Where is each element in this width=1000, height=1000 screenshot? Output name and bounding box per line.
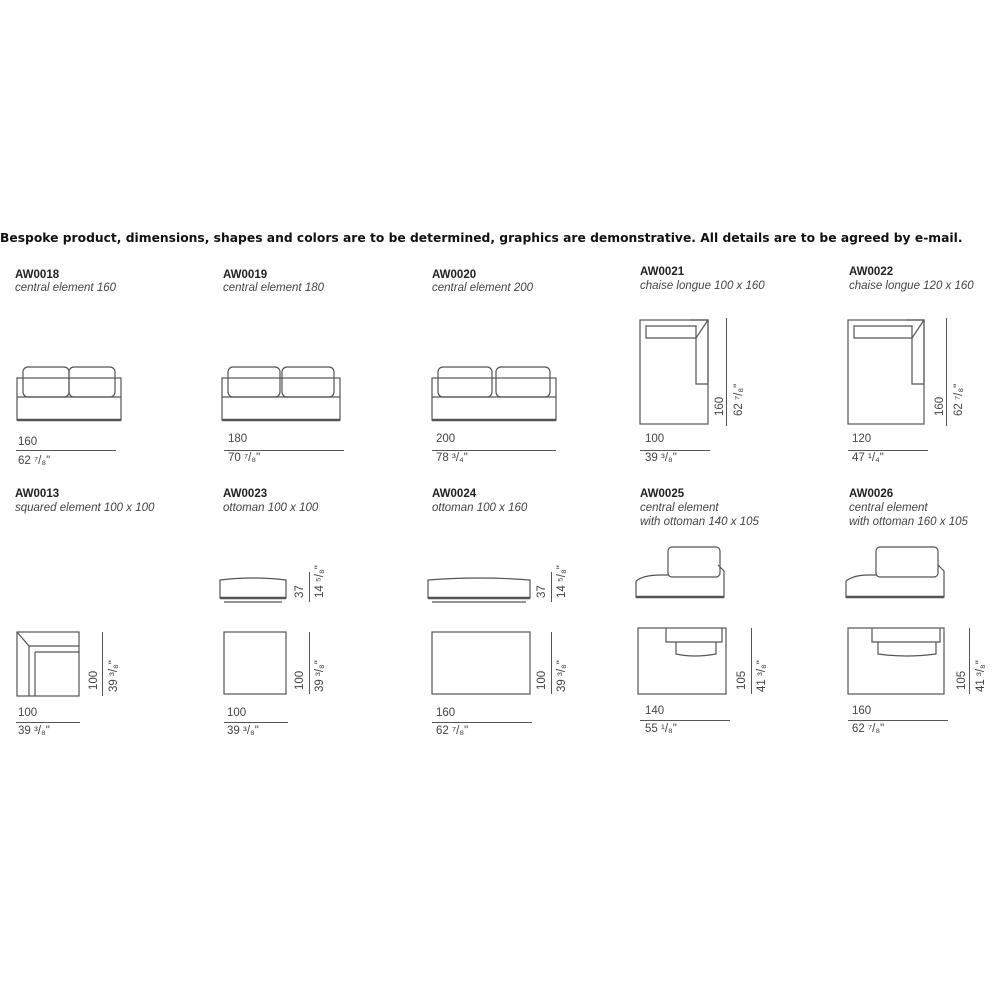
width-inches: 62 ⁷/₈" — [436, 725, 469, 737]
depth-inches: 62 ⁷/₈" — [733, 383, 745, 416]
depth-cm: 105 — [956, 670, 968, 690]
width-inches: 39 ³/₈" — [227, 725, 259, 737]
dimension-line — [848, 450, 928, 451]
dimension-line — [432, 450, 556, 451]
depth-inches: 39 ³/₈" — [108, 660, 120, 692]
depth-cm: 100 — [294, 670, 306, 690]
depth-cm: 100 — [536, 670, 548, 690]
height-inches: 14 ⁵/₈" — [556, 565, 568, 598]
dimension-line — [640, 450, 710, 451]
width-cm: 160 — [18, 436, 38, 448]
width-cm: 160 — [436, 707, 456, 719]
depth-inches: 39 ³/₈" — [314, 660, 326, 692]
width-inches: 62 ⁷/₈" — [852, 723, 885, 735]
item-code: AW0021 — [640, 266, 685, 278]
width-inches: 39 ³/₈" — [645, 452, 677, 464]
chaise-longue-top-view — [846, 318, 928, 428]
dimension-line — [640, 720, 730, 721]
width-inches: 62 ⁷/₈" — [18, 455, 51, 467]
item-code: AW0019 — [223, 269, 268, 281]
dimension-line-vertical — [751, 628, 752, 694]
dimension-line — [16, 722, 80, 723]
sofa-front-view — [844, 545, 948, 603]
depth-inches: 41 ³/₈" — [756, 660, 768, 692]
item-description-line2: with ottoman 160 x 105 — [849, 516, 968, 528]
item-code: AW0020 — [432, 269, 477, 281]
disclaimer-notice: Bespoke product, dimensions, shapes and colors are to be determined, graphics are demonstrative. All details are to be agreed by e-mail. — [0, 231, 963, 245]
height-cm: 37 — [536, 585, 548, 598]
item-description: chaise longue 100 x 160 — [640, 280, 765, 292]
ottoman-front-view — [426, 576, 532, 606]
item-description: ottoman 100 x 160 — [432, 502, 528, 514]
item-code: AW0025 — [640, 488, 685, 500]
dimension-line — [224, 722, 288, 723]
sofa-front-view — [430, 365, 560, 425]
height-inches: 14 ⁵/₈" — [314, 565, 326, 598]
width-cm: 120 — [852, 433, 872, 445]
depth-cm: 105 — [736, 670, 748, 690]
item-description: squared element 100 x 100 — [15, 502, 155, 514]
ottoman-front-view — [218, 576, 288, 606]
ottoman-top-view — [222, 630, 288, 696]
sofa-top-view — [636, 624, 730, 696]
depth-inches: 62 ⁷/₈" — [953, 383, 965, 416]
depth-cm: 160 — [934, 396, 946, 416]
width-inches: 55 ¹/₈" — [645, 723, 677, 735]
dimension-line — [432, 722, 532, 723]
depth-inches: 41 ³/₈" — [975, 660, 987, 692]
dimension-line-vertical — [551, 632, 552, 694]
dimension-line — [16, 450, 116, 451]
item-description-line2: with ottoman 140 x 105 — [640, 516, 759, 528]
dimension-line — [224, 450, 344, 451]
dimension-line-vertical — [309, 632, 310, 694]
width-cm: 100 — [227, 707, 247, 719]
height-cm: 37 — [294, 585, 306, 598]
sofa-top-view — [846, 624, 948, 696]
width-inches: 78 ³/₄" — [436, 452, 468, 464]
item-description: central element 160 — [15, 282, 117, 294]
item-code: AW0023 — [223, 488, 268, 500]
item-code: AW0026 — [849, 488, 894, 500]
item-code: AW0013 — [15, 488, 60, 500]
item-code: AW0022 — [849, 266, 894, 278]
item-description-line1: central element — [849, 502, 928, 514]
squared-element-top-view — [15, 630, 81, 698]
dimension-line-vertical — [102, 632, 103, 696]
width-inches: 47 ¹/₄" — [852, 452, 884, 464]
item-description: chaise longue 120 x 160 — [849, 280, 974, 292]
width-cm: 100 — [18, 707, 38, 719]
width-inches: 70 ⁷/₈" — [228, 452, 261, 464]
chaise-longue-top-view — [638, 318, 712, 428]
depth-inches: 39 ³/₈" — [556, 660, 568, 692]
ottoman-top-view — [430, 630, 532, 696]
sofa-front-view — [15, 365, 125, 425]
item-description: ottoman 100 x 100 — [223, 502, 319, 514]
dimension-line-vertical — [969, 628, 970, 694]
height-dimension-line — [551, 572, 552, 602]
depth-cm: 160 — [714, 396, 726, 416]
width-cm: 160 — [852, 705, 872, 717]
dimension-line-vertical — [726, 318, 727, 426]
item-description-line1: central element — [640, 502, 719, 514]
sofa-front-view — [220, 365, 345, 425]
width-cm: 180 — [228, 433, 248, 445]
width-inches: 39 ³/₈" — [18, 725, 50, 737]
dimension-line-vertical — [946, 318, 947, 426]
height-dimension-line — [309, 572, 310, 602]
item-code: AW0018 — [15, 269, 60, 281]
depth-cm: 100 — [88, 670, 100, 690]
sofa-front-view — [634, 545, 730, 603]
item-code: AW0024 — [432, 488, 477, 500]
item-description: central element 200 — [432, 282, 534, 294]
dimension-line — [848, 720, 948, 721]
width-cm: 140 — [645, 705, 665, 717]
width-cm: 200 — [436, 433, 456, 445]
width-cm: 100 — [645, 433, 665, 445]
item-description: central element 180 — [223, 282, 325, 294]
